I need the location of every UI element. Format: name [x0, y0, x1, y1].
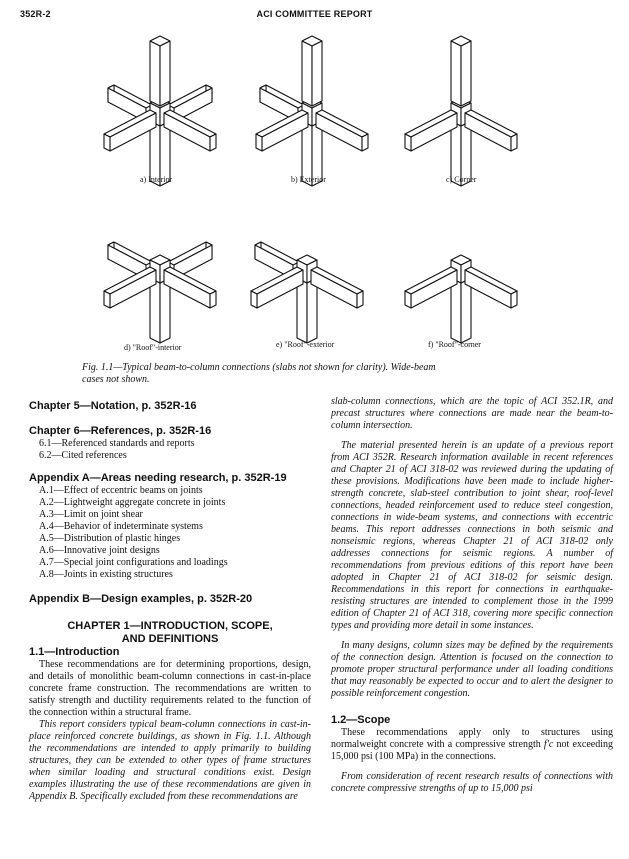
toc-chapter-6: Chapter 6—References, p. 352R-16 [29, 425, 212, 437]
paragraph: This report considers typical beam-column connections in cast-in-place reinforced concrete buildings, as shown in Fig. 1.1. Although the recommendations are intended to apply primarily to building structures, they can be extended to other types of frame structures when similar loading and structural conditions exist. Design examples illustrating the use of these recommendations are given in Appendix B. Specifically excluded from these recommendations are [29, 719, 311, 802]
label-interior: a) Interior [140, 175, 173, 184]
label-roof-exterior: e) "Roof"-exterior [276, 340, 335, 349]
chapter-1-title-line1: CHAPTER 1—INTRODUCTION, SCOPE, [67, 620, 273, 632]
paragraph-text: These recommendations apply only to structures using normalweight concrete with a compressive strength [331, 727, 613, 750]
drawing-corner [405, 36, 517, 186]
paragraph-text: not exceeding 15,000 psi (100 MPa) in the connections. [331, 739, 614, 762]
fc-symbol: f′c [543, 739, 554, 750]
toc-item: 6.1—Referenced standards and reports [39, 438, 195, 449]
paragraph: In many designs, column sizes may be defined by the requirements of the connection design. Attention is focused on the connection to promote proper structural performance under all loading conditions that may reasonably be expected to occur and to alert the designer to possible reinforcement congestion. [331, 640, 613, 699]
toc-item: A.4—Behavior of indeterminate systems [39, 521, 203, 532]
section-1-2-heading: 1.2—Scope [331, 714, 391, 726]
chapter-1-title-line2: AND DEFINITIONS [121, 633, 219, 645]
drawing-roof-interior [104, 242, 216, 343]
label-corner: c) Corner [446, 175, 477, 184]
drawing-exterior [256, 36, 368, 186]
toc-item: A.8—Joints in existing structures [39, 569, 173, 580]
toc-appendix-b: Appendix B—Design examples, p. 352R-20 [29, 593, 253, 605]
label-exterior: b) Exterior [291, 175, 326, 184]
toc-item: 6.2—Cited references [39, 450, 127, 461]
toc-appendix-a: Appendix A—Areas needing research, p. 352R-19 [29, 472, 287, 484]
paragraph: slab-column connections, which are the topic of ACI 352.1R, and precast structures where connections are made near the beam-to-column intersection. [331, 396, 613, 431]
figure-caption [82, 362, 542, 386]
chapter-1-title [29, 620, 311, 646]
figure-caption-line: Fig. 1.1—Typical beam-to-column connections (slabs not shown for clarity). Wide-beam [82, 362, 436, 373]
toc-item: A.5—Distribution of plastic hinges [39, 533, 181, 544]
figure-caption-line: cases not shown. [82, 374, 150, 385]
toc-item: A.7—Special joint configurations and loadings [39, 557, 228, 568]
paragraph [331, 727, 613, 763]
drawing-roof-exterior [251, 242, 363, 343]
left-column [29, 400, 311, 803]
toc-chapter-5: Chapter 5—Notation, p. 352R-16 [29, 400, 197, 412]
toc-item: A.1—Effect of eccentric beams on joints [39, 485, 203, 496]
beam-column-connection-drawings [0, 28, 629, 363]
toc-item: A.6—Innovative joint designs [39, 545, 160, 556]
toc-item: A.2—Lightweight aggregate concrete in joints [39, 497, 226, 508]
toc-item: A.3—Limit on joint shear [39, 509, 143, 520]
paragraph: The material presented herein is an update of a previous report from ACI 352R. Research information available in recent references and Chapter 21 of ACI 318-02 was reviewed during the updating of these provisions. Modifications have been made to include higher-strength concrete, slab-steel contribution to joint shear, roof-level connections, headed reinforcement used to reduce steel congestion, connections in wide-beam systems, and connections with eccentric beams. This report addresses connections in both seismic and nonseismic regions, whereas Chapter 21 of ACI 318-02 only addresses connections for seismic regions. A number of recommendations from previous editions of this report have been adopted in Chapter 21 of ACI 318-02 for seismic design. Recommendations in this report for connections in earthquake-resisting structures are intended to complement those in the 1999 edition of Chapter 21 of ACI 318, covering more specific connection types and providing more detail in some instances. [331, 440, 613, 631]
label-roof-corner: f) "Roof"-corner [428, 340, 481, 349]
drawing-interior [104, 36, 216, 186]
paragraph: From consideration of recent research results of connections with concrete compressive strengths of up to 15,000 psi [331, 771, 613, 794]
right-column [331, 396, 613, 795]
running-header: ACI COMMITTEE REPORT [256, 9, 373, 19]
page-number: 352R-2 [20, 9, 51, 19]
figure-1-1 [0, 28, 629, 363]
label-roof-interior: d) "Roof"-interior [124, 343, 182, 352]
drawing-roof-corner [405, 255, 517, 343]
paragraph: These recommendations are for determining proportions, design, and details of monolithic beam-column connections in cast-in-place concrete frame construction. The recommendations are written to satisfy strength and ductility requirements related to the function of the connection within a structural frame. [29, 659, 311, 718]
section-1-1-heading: 1.1—Introduction [29, 646, 120, 658]
